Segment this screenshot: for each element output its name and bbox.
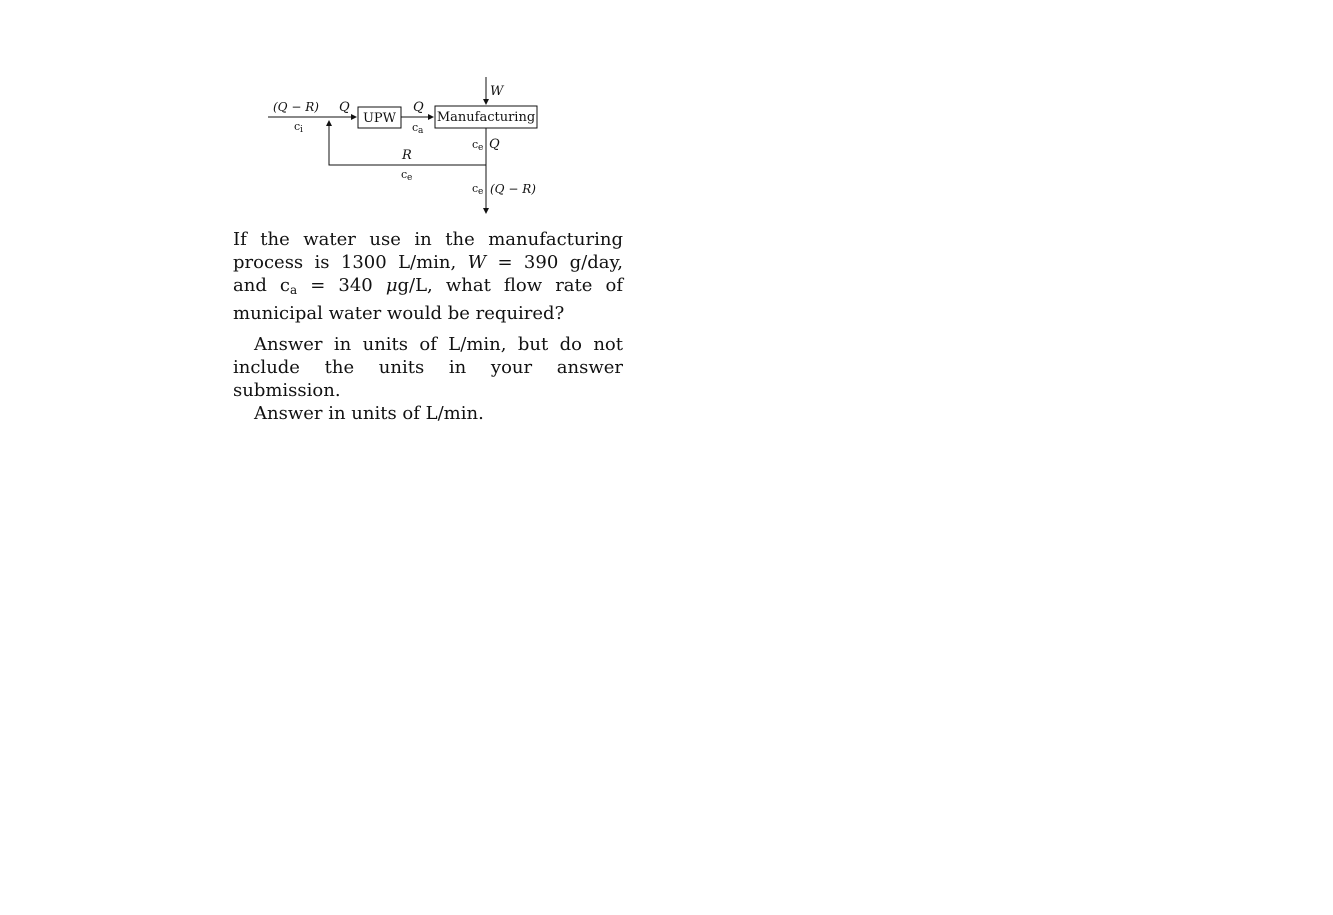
question-paragraph: If the water use in the manufacturing process is 1300 L/min, W = 390 g/day, and ca = 340 μg/L, what flow rate of municipal water would be required? bbox=[233, 229, 623, 324]
svg-text:c: c bbox=[472, 138, 479, 151]
svg-text:e: e bbox=[478, 187, 484, 197]
upw-label: UPW bbox=[362, 111, 397, 126]
w-label: W bbox=[490, 84, 504, 99]
svg-text:a: a bbox=[418, 126, 424, 136]
ce-label-recycle bbox=[401, 168, 412, 183]
ce-label-outflow bbox=[472, 182, 483, 197]
ci-label bbox=[294, 120, 303, 135]
outflow-label: (Q − R) bbox=[490, 182, 536, 196]
svg-text:e: e bbox=[407, 173, 413, 183]
svg-text:c: c bbox=[401, 168, 408, 181]
svg-text:i: i bbox=[300, 125, 303, 135]
ca-label bbox=[412, 121, 424, 136]
q-label-effluent: Q bbox=[489, 137, 500, 152]
process-flow-diagram bbox=[0, 0, 1333, 240]
r-label: R bbox=[402, 148, 412, 163]
svg-text:c: c bbox=[472, 182, 479, 195]
manufacturing-label: Manufacturing bbox=[436, 110, 536, 125]
question-text bbox=[233, 228, 623, 425]
svg-text:c: c bbox=[294, 120, 301, 133]
q-label-upw-out: Q bbox=[413, 100, 424, 115]
q-label-upw-in: Q bbox=[339, 100, 350, 115]
answer-units: Answer in units of L/min. bbox=[254, 403, 484, 424]
answer-instruction: Answer in units of L/min, but do not include the units in your answer submission. bbox=[233, 334, 623, 401]
inflow-label: (Q − R) bbox=[273, 100, 319, 114]
svg-text:e: e bbox=[478, 143, 484, 153]
ce-label-q bbox=[472, 138, 483, 153]
svg-text:c: c bbox=[412, 121, 419, 134]
